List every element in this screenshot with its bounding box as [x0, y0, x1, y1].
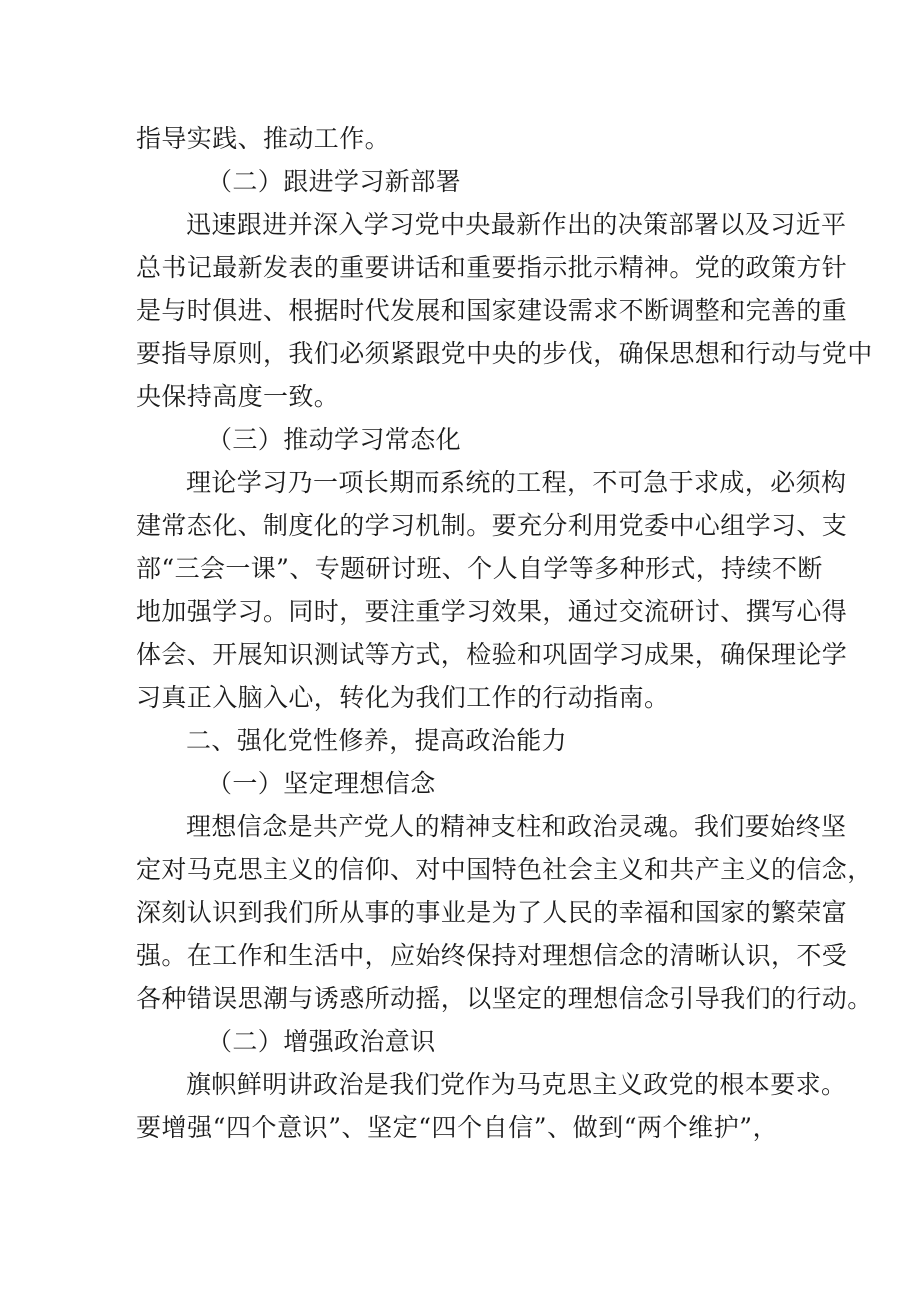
paragraph-line: 迅速跟进并深入学习党中央最新作出的决策部署以及习近平: [186, 210, 847, 239]
paragraph-line: 总书记最新发表的重要讲话和重要指示批示精神。党的政策方针: [136, 253, 848, 282]
paragraph-line: 各种错误思潮与诱惑所动摇，以坚定的理想信念引导我们的行动。: [136, 984, 873, 1013]
paragraph-line: 深刻认识到我们所从事的事业是为了人民的幸福和国家的繁荣富: [136, 898, 848, 927]
paragraph-line: 理论学习乃一项长期而系统的工程，不可急于求成，必须构: [186, 468, 847, 497]
paragraph-line: 理想信念是共产党人的精神支柱和政治灵魂。我们要始终坚: [186, 812, 847, 841]
paragraph-line: 强。在工作和生活中，应始终保持对理想信念的清晰认识，不受: [136, 941, 848, 970]
subsection-heading: （一）坚定理想信念: [207, 769, 436, 798]
paragraph-line: 定对马克思主义的信仰、对中国特色社会主义和共产主义的信念，: [136, 855, 873, 884]
paragraph-line: 建常态化、制度化的学习机制。要充分利用党委中心组学习、支: [136, 511, 848, 540]
paragraph-line: 旗帜鲜明讲政治是我们党作为马克思主义政党的根本要求。: [186, 1070, 847, 1099]
paragraph-line: 央保持高度一致。: [136, 382, 340, 411]
subsection-heading: （二）增强政治意识: [207, 1027, 436, 1056]
subsection-heading: （二）跟进学习新部署: [207, 167, 462, 196]
subsection-heading: （三）推动学习常态化: [207, 425, 462, 454]
paragraph-line: 要增强“四个意识”、坚定“四个自信”、做到“两个维护”，: [136, 1113, 778, 1142]
paragraph-line: 地加强学习。同时，要注重学习效果，通过交流研讨、撰写心得: [136, 597, 848, 626]
paragraph-line: 部“三会一课”、专题研讨班、个人自学等多种形式，持续不断: [136, 554, 823, 583]
paragraph-line: 要指导原则，我们必须紧跟党中央的步伐，确保思想和行动与党中: [136, 339, 873, 368]
paragraph-line: 体会、开展知识测试等方式，检验和巩固学习成果，确保理论学: [136, 640, 848, 669]
paragraph-line: 是与时俱进、根据时代发展和国家建设需求不断调整和完善的重: [136, 296, 848, 325]
paragraph-line: 习真正入脑入心，转化为我们工作的行动指南。: [136, 683, 670, 712]
paragraph-line: 指导实践、推动工作。: [136, 124, 391, 153]
section-heading: 二、强化党性修养，提高政治能力: [186, 726, 568, 755]
